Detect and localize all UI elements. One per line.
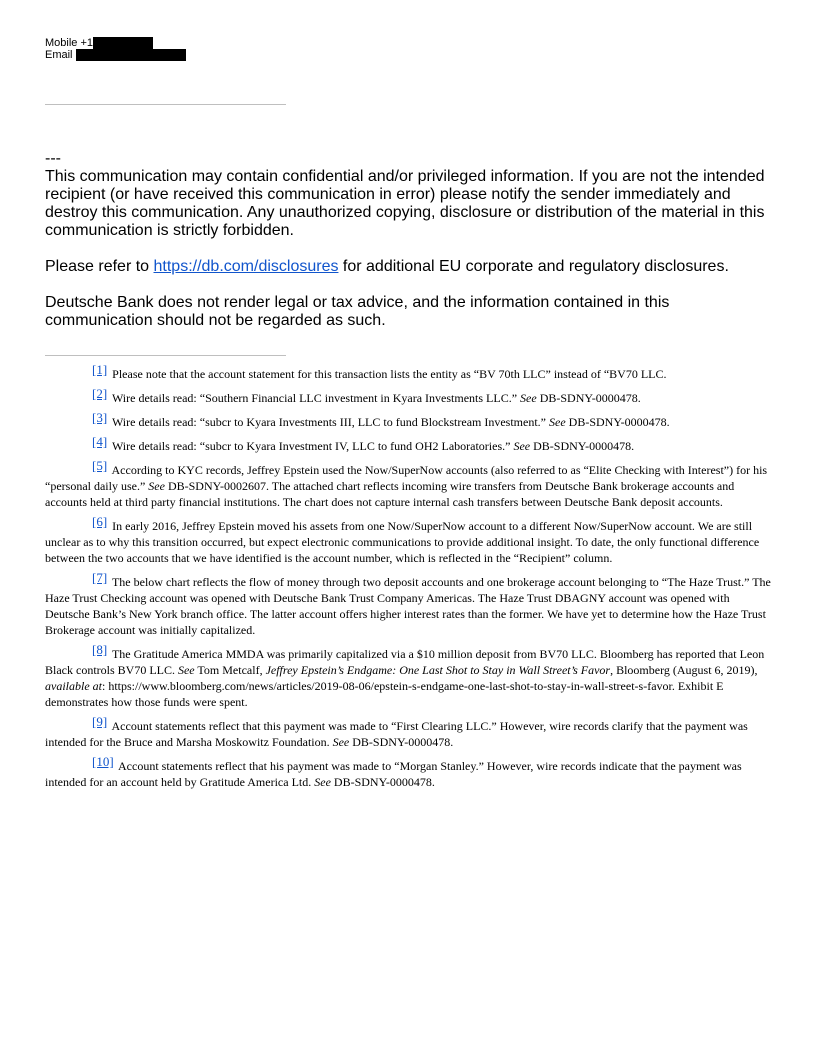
footnote-citation: DB-SDNY-0000478. [349,735,454,749]
email-label: Email [45,49,73,61]
footnote-text: Please note that the account statement for this transaction lists the entity as “BV 70th LLC” instead of “BV70 LLC. [109,367,667,381]
disclaimer-block [45,150,775,330]
footnote-ref-link[interactable]: [5] [92,458,108,473]
tax-advice-notice: Deutsche Bank does not render legal or tax advice, and the information contained in this communication should not be regarded as such. [45,294,670,329]
footnotes-section [45,362,773,798]
footnote-ref-link[interactable]: [10] [92,754,114,769]
mobile-row [45,37,186,49]
footnote [45,714,773,750]
see-signal: See [549,415,566,429]
footnote [45,458,773,510]
footnote-citation: DB-SDNY-0000478. [330,775,435,789]
footnote-text: Account statements reflect that his payment was made to “Morgan Stanley.” However, wire records indicate that the payment was intended for an account held by Gratitude America Ltd. [45,759,742,789]
footnote: [8] The Gratitude America MMDA was primarily capitalized via a $10 million deposit from BV70 LLC. Bloomberg has reported that Leon Black controls BV70 LLC. See Tom Metcalf, Jeffrey Epstein’s Endgame: One Last Shot to Stay in Wall Street’s Favor, Bloomberg (August 6, 2019), available at: https://www.bloomberg.com/news/articles/2019-08-06/epstein-s-endgame-one-last-shot-to-stay-in-wall-street-s-favor. Exhibit E demonstrates how those funds were spent. [45,642,765,709]
footnote-citation: DB-SDNY-0000478. [565,415,670,429]
article-title: Jeffrey Epstein’s Endgame: One Last Shot to Stay in Wall Street’s Favor [265,663,611,677]
footnote [45,570,773,638]
footnote-text: According to KYC records, Jeffrey Epstein used the Now/SuperNow accounts (also referred to as “Elite Checking with Interest”) for his “personal daily use.” [45,463,768,493]
confidentiality-notice: This communication may contain confidential and/or privileged information. If you are not the intended recipient (or have received this communication in error) please notify the sender immediately and destroy this communication. Any unauthorized copying, disclosure or distribution of the material in this communication is strictly forbidden. [45,168,765,239]
footnote [45,434,773,454]
footnote-text: Wire details read: “Southern Financial LLC investment in Kyara Investments LLC.” [109,391,521,405]
see-signal: See [513,439,531,453]
footnote-divider [45,355,286,356]
footnote-citation: DB-SDNY-0000478. [536,391,641,405]
footnote-ref-link[interactable]: [6] [92,514,108,529]
footnote-ref-link[interactable]: [3] [92,410,108,425]
see-signal: See [148,479,165,493]
see-signal: See [332,735,350,749]
contact-block [45,37,186,61]
footnote [45,754,773,790]
footnote [45,386,773,406]
footnote-ref-link[interactable]: [4] [92,434,108,449]
footnote-text: In early 2016, Jeffrey Epstein moved his assets from one Now/SuperNow account to a different Now/SuperNow account. We are still unclear as to why this transition occurred, but expect electronic communications to provide additional insight. To date, the only functional difference between the two accounts that we have identified is the account number, which is reflected in the “Recipient” column. [45,519,760,565]
footnote [45,362,773,382]
disclosure-reference: Please refer to https://db.com/disclosures for additional EU corporate and regulatory disclosures. [45,258,729,275]
redaction-bar [76,49,186,61]
footnote [45,514,773,566]
footnote-ref-link[interactable]: [7] [92,570,108,585]
footnote-ref-link[interactable]: [2] [92,386,108,401]
footnote-ref-link[interactable]: [1] [92,362,108,377]
footnote-citation: DB-SDNY-0002607. The attached chart reflects incoming wire transfers from Deutsche Bank brokerage accounts and accounts held at third party financial institutions. The chart does not capture internal cash transfers between Deutsche Bank deposit accounts. [45,479,735,509]
footnote-text: The below chart reflects the flow of money through two deposit accounts and one brokerage account belonging to “The Haze Trust.” The Haze Trust Checking account was opened with Deutsche Bank Trust Company Americas. The Haze Trust DBAGNY account was opened with Deutsche Bank’s New York branch office. The latter account offers higher interest rates than the former. We have yet to determine how the Haze Trust Brokerage account was initially capitalized. [45,575,771,637]
divider-rule [45,104,286,105]
separator-text: --- [45,150,61,167]
email-row [45,49,186,61]
disclosures-link[interactable]: https://db.com/disclosures [153,258,339,275]
footnote-ref-link[interactable]: [8] [92,642,108,657]
footnote-text: Account statements reflect that this payment was made to “First Clearing LLC.” However, wire records clarify that the payment was intended for the Bruce and Marsha Moskowitz Foundation. [45,719,748,749]
see-signal: See [520,391,537,405]
footnote-ref-link[interactable]: [9] [92,714,108,729]
footnote-text: Wire details read: “subcr to Kyara Investments III, LLC to fund Blockstream Investment.” [109,415,549,429]
see-signal: See [314,775,331,789]
mobile-label: Mobile +1 [45,37,94,49]
footnote-text: Wire details read: “subcr to Kyara Investment IV, LLC to fund OH2 Laboratories.” [109,439,514,453]
redaction-bar [93,37,153,49]
footnote-citation: DB-SDNY-0000478. [530,439,635,453]
footnote [45,410,773,430]
